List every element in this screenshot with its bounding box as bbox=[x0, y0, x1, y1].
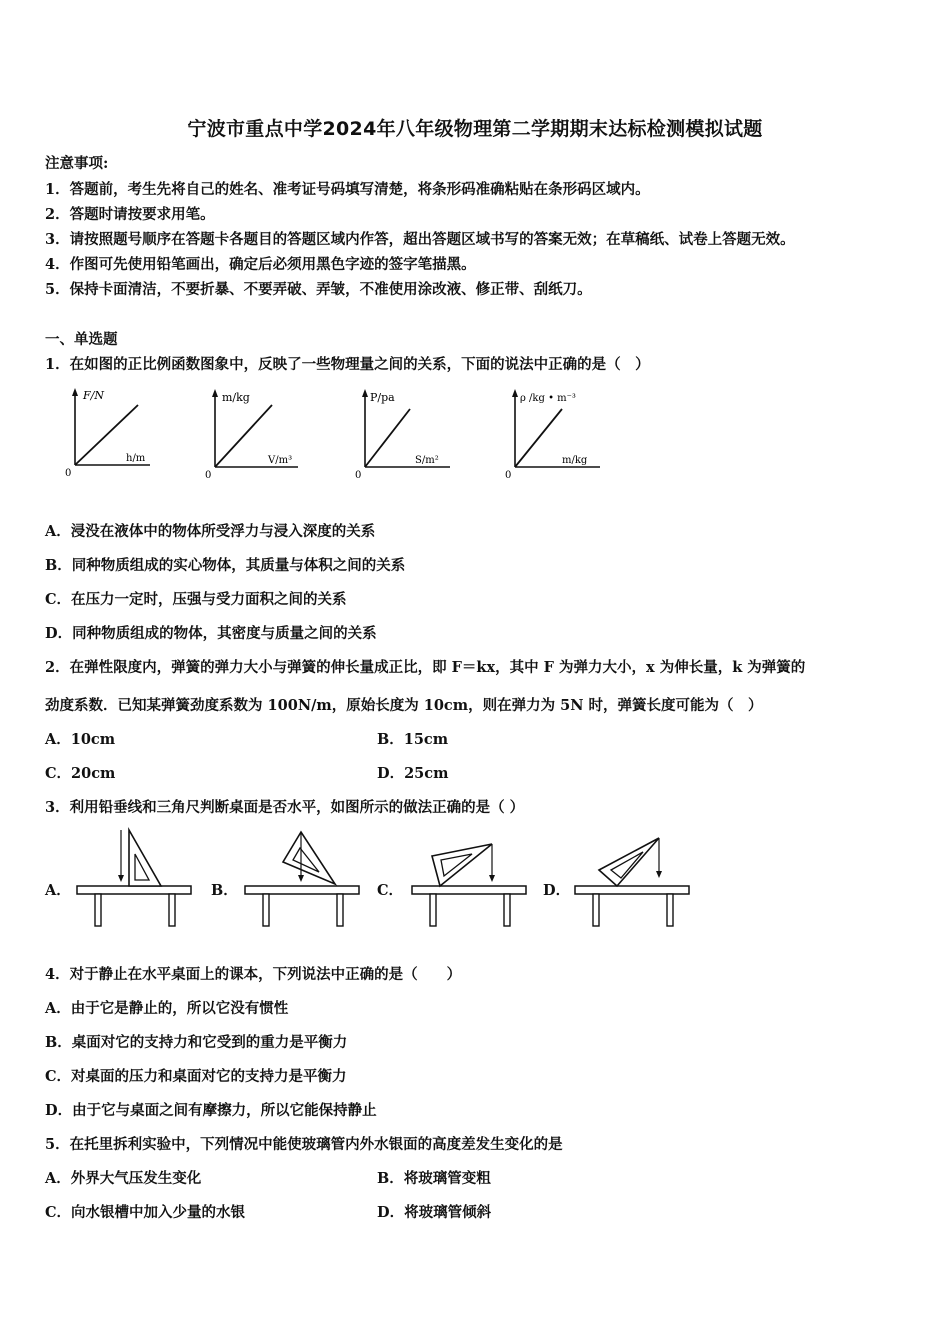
q2-stem-line-2: 劲度系数．已知某弹簧劲度系数为 100N/m，原始长度为 10cm，则在弹力为 5N 时，弹簧长度可能为（ ） bbox=[45, 697, 763, 714]
q1-graph-2 bbox=[200, 385, 305, 480]
q4-option-c: C．对桌面的压力和桌面对它的支持力是平衡力 bbox=[45, 1068, 347, 1085]
q3-figure-b bbox=[243, 826, 363, 930]
q3-label-c: C． bbox=[377, 882, 404, 899]
notice-item-4: 4．作图可先使用铅笔画出，确定后必须用黑色字迹的签字笔描黑。 bbox=[45, 256, 476, 273]
q5-option-a: A．外界大气压发生变化 bbox=[45, 1170, 202, 1187]
q1-graph-2-ylabel: m/kg bbox=[222, 391, 250, 404]
q1-option-a: A．浸没在液体中的物体所受浮力与浸入深度的关系 bbox=[45, 523, 376, 540]
q1-graph-3-origin: 0 bbox=[355, 470, 362, 480]
section-heading: 一、单选题 bbox=[45, 331, 118, 348]
q1-graph-1 bbox=[60, 385, 160, 480]
q3-figure-d bbox=[573, 826, 693, 930]
page-title: 宁波市重点中学2024年八年级物理第二学期期末达标检测模拟试题 bbox=[187, 118, 763, 140]
notice-item-5: 5．保持卡面清洁，不要折暴、不要弄破、弄皱，不准使用涂改液、修正带、刮纸刀。 bbox=[45, 281, 592, 298]
q1-graph-1-ylabel: F/N bbox=[83, 389, 104, 402]
q1-graph-4 bbox=[500, 385, 610, 480]
q1-graph-4-xlabel: m/kg bbox=[562, 455, 588, 466]
q1-option-c: C．在压力一定时，压强与受力面积之间的关系 bbox=[45, 591, 347, 608]
q2-stem-line-1: 2．在弹性限度内，弹簧的弹力大小与弹簧的伸长量成正比，即 F＝kx，其中 F 为弹力大小，x 为伸长量，k 为弹簧的 bbox=[45, 659, 806, 676]
q3-label-d: D． bbox=[543, 882, 571, 899]
notice-item-2: 2．答题时请按要求用笔。 bbox=[45, 206, 215, 223]
q4-stem: 4．对于静止在水平桌面上的课本，下列说法中正确的是（ ） bbox=[45, 966, 462, 983]
q3-label-b: B． bbox=[211, 882, 238, 899]
q1-graph-4-origin: 0 bbox=[505, 470, 512, 480]
q1-graph-4-ylabel: ρ /kg • m⁻³ bbox=[520, 393, 576, 404]
notice-item-1: 1．答题前，考生先将自己的姓名、准考证号码填写清楚，将条形码准确粘贴在条形码区域内。 bbox=[45, 181, 650, 198]
q5-stem: 5．在托里拆利实验中，下列情况中能使玻璃管内外水银面的高度差发生变化的是 bbox=[45, 1136, 563, 1153]
notice-item-3: 3．请按照题号顺序在答题卡各题目的答题区域内作答，超出答题区域书写的答案无效；在草稿纸、试卷上答题无效。 bbox=[45, 231, 795, 248]
q1-graph-2-xlabel: V/m³ bbox=[268, 455, 293, 466]
q1-graph-1-xlabel: h/m bbox=[126, 453, 146, 464]
q1-graph-3 bbox=[350, 385, 455, 480]
q3-label-a: A． bbox=[45, 882, 71, 899]
q4-option-a: A．由于它是静止的，所以它没有惯性 bbox=[45, 1000, 289, 1017]
q1-graph-2-origin: 0 bbox=[205, 470, 212, 480]
q3-figure-c bbox=[410, 826, 530, 930]
q1-option-b: B．同种物质组成的实心物体，其质量与体积之间的关系 bbox=[45, 557, 406, 574]
q4-option-d: D．由于它与桌面之间有摩擦力，所以它能保持静止 bbox=[45, 1102, 377, 1119]
q3-stem: 3．利用铅垂线和三角尺判断桌面是否水平，如图所示的做法正确的是（ ） bbox=[45, 799, 525, 816]
q5-option-c: C．向水银槽中加入少量的水银 bbox=[45, 1204, 246, 1221]
notice-heading: 注意事项: bbox=[45, 155, 109, 172]
q1-graph-3-xlabel: S/m² bbox=[415, 455, 439, 466]
q1-stem: 1．在如图的正比例函数图象中，反映了一些物理量之间的关系，下面的说法中正确的是（ ） bbox=[45, 356, 650, 373]
q1-graph-3-ylabel: P/pa bbox=[370, 391, 395, 404]
q5-option-b: B．将玻璃管变粗 bbox=[377, 1170, 491, 1187]
q1-graph-1-origin: 0 bbox=[65, 468, 72, 479]
q4-option-b: B．桌面对它的支持力和它受到的重力是平衡力 bbox=[45, 1034, 348, 1051]
q1-option-d: D．同种物质组成的物体，其密度与质量之间的关系 bbox=[45, 625, 377, 642]
q2-option-c: C．20cm bbox=[45, 765, 116, 782]
q5-option-d: D．将玻璃管倾斜 bbox=[377, 1204, 492, 1221]
q2-option-a: A．10cm bbox=[45, 731, 116, 748]
q3-figure-a bbox=[75, 826, 195, 930]
q2-option-d: D．25cm bbox=[377, 765, 449, 782]
q2-option-b: B．15cm bbox=[377, 731, 449, 748]
